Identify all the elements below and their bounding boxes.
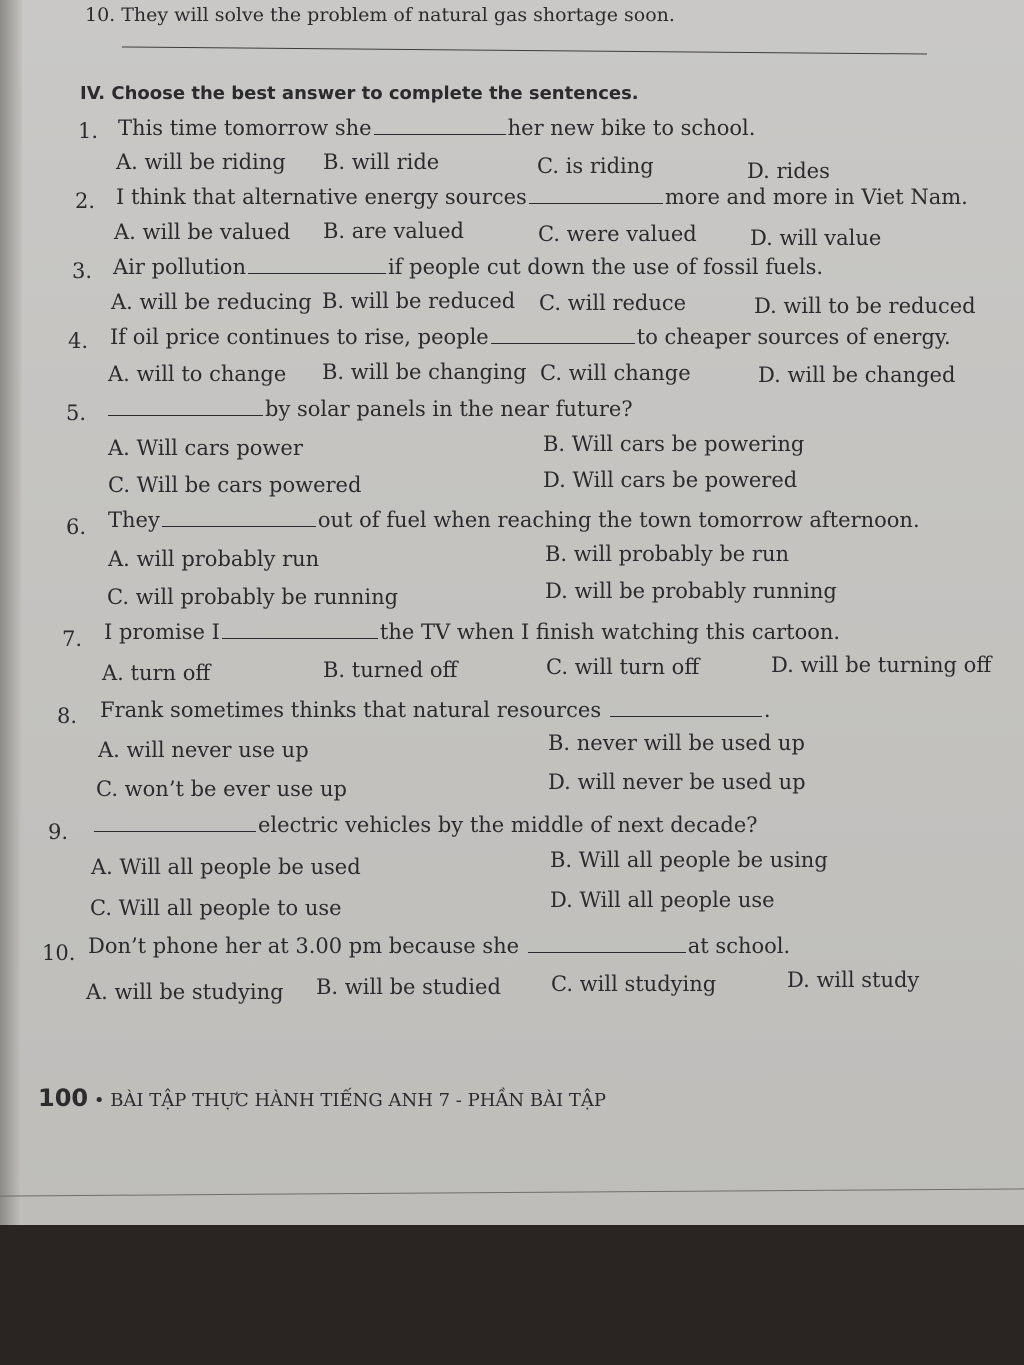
stem-after: out of fuel when reaching the town tomorrow afternoon. (317, 508, 920, 532)
question-stem (104, 620, 840, 644)
question-number: 8. (57, 704, 78, 728)
option-b[interactable]: B. Will all people be using (550, 848, 828, 872)
stem-before: Frank sometimes thinks that natural resources (100, 698, 602, 722)
page-footer (38, 1084, 606, 1112)
option-b[interactable]: B. will ride (323, 150, 440, 174)
option-a[interactable]: A. will be valued (114, 220, 291, 244)
question-stem (100, 698, 771, 722)
option-d[interactable]: D. will be turning off (771, 653, 992, 677)
stem-after: the TV when I finish watching this cartoon. (379, 620, 841, 644)
stem-before: They (108, 508, 160, 532)
answer-blank[interactable] (528, 938, 686, 953)
question-stem (116, 185, 968, 209)
question-number: 3. (72, 259, 93, 283)
option-a[interactable]: A. will to change (108, 362, 287, 386)
question-stem (113, 255, 823, 279)
option-b[interactable]: B. will be reduced (322, 289, 516, 313)
option-d[interactable]: D. Will cars be powered (543, 468, 798, 492)
question-number: 1. (78, 119, 99, 143)
answer-blank[interactable] (108, 401, 263, 416)
option-b[interactable]: B. are valued (323, 219, 464, 243)
section-title: IV. Choose the best answer to complete the sentences. (80, 83, 639, 104)
option-c[interactable]: C. will turn off (546, 655, 700, 679)
option-b[interactable]: B. turned off (323, 658, 458, 682)
question-stem (110, 325, 951, 349)
stem-before: If oil price continues to rise, people (110, 325, 489, 349)
answer-blank[interactable] (491, 329, 635, 344)
question-number: 4. (68, 329, 89, 353)
stem-after: her new bike to school. (507, 116, 756, 140)
stem-after: at school. (687, 934, 791, 958)
option-c[interactable]: C. will change (540, 361, 691, 385)
option-d[interactable]: D. will study (787, 968, 920, 992)
stem-after: if people cut down the use of fossil fuels. (387, 255, 824, 279)
question-number: 2. (75, 189, 96, 213)
option-c[interactable]: C. will studying (551, 972, 717, 996)
answer-blank[interactable] (248, 259, 386, 274)
question-stem (92, 813, 758, 837)
stem-before: This time tomorrow she (118, 116, 372, 140)
option-c[interactable]: C. won’t be ever use up (96, 777, 347, 801)
option-d[interactable]: D. will value (750, 226, 882, 250)
option-b[interactable]: B. never will be used up (548, 731, 805, 755)
question-number: 10. (42, 941, 76, 965)
question-number: 6. (66, 515, 87, 539)
stem-before: I promise I (104, 620, 220, 644)
stem-before: I think that alternative energy sources (116, 185, 527, 209)
answer-blank[interactable] (610, 702, 762, 717)
option-a[interactable]: A. turn off (102, 661, 211, 685)
option-a[interactable]: A. will be riding (116, 150, 286, 174)
question-number: 9. (48, 820, 69, 844)
stem-after: more and more in Viet Nam. (664, 185, 968, 209)
answer-blank[interactable] (162, 512, 316, 527)
option-d[interactable]: D. rides (747, 159, 830, 183)
answer-blank[interactable] (529, 189, 663, 204)
answer-blank[interactable] (374, 120, 506, 135)
option-b[interactable]: B. will be changing (322, 360, 527, 384)
question-number: 5. (66, 401, 87, 425)
previous-exercise-item: 10. They will solve the problem of natural gas shortage soon. (85, 4, 675, 26)
stem-after: electric vehicles by the middle of next decade? (258, 813, 758, 837)
footer-bullet: • (93, 1090, 105, 1111)
answer-blank[interactable] (94, 817, 256, 832)
page-edge-shadow (0, 0, 22, 1225)
stem-after: by solar panels in the near future? (265, 397, 633, 421)
option-c[interactable]: C. is riding (537, 154, 654, 178)
option-a[interactable]: A. Will cars power (108, 436, 303, 460)
question-stem (118, 116, 755, 140)
option-a[interactable]: A. Will all people be used (91, 855, 361, 879)
option-c[interactable]: C. will probably be running (107, 585, 399, 609)
book-title: BÀI TẬP THỰC HÀNH TIẾNG ANH 7 - PHẦN BÀI TẬP (110, 1090, 607, 1111)
option-a[interactable]: A. will be reducing (111, 290, 312, 314)
answer-line (122, 46, 927, 54)
option-a[interactable]: A. will probably run (108, 547, 320, 571)
answer-blank[interactable] (222, 624, 378, 639)
option-b[interactable]: B. will be studied (316, 975, 501, 999)
page-bottom-line (0, 1188, 1024, 1196)
option-d[interactable]: D. Will all people use (550, 888, 775, 912)
option-b[interactable]: B. will probably be run (545, 542, 790, 566)
stem-before: Don’t phone her at 3.00 pm because she (88, 934, 520, 958)
option-c[interactable]: C. Will be cars powered (108, 473, 362, 497)
option-d[interactable]: D. will never be used up (548, 770, 806, 794)
option-d[interactable]: D. will be changed (758, 363, 956, 387)
question-stem (88, 934, 790, 958)
option-c[interactable]: C. Will all people to use (90, 896, 342, 920)
option-d[interactable]: D. will be probably running (545, 579, 837, 603)
question-stem (106, 397, 633, 421)
option-c[interactable]: C. were valued (538, 222, 697, 246)
option-b[interactable]: B. Will cars be powering (543, 432, 805, 456)
stem-after: . (763, 698, 771, 722)
option-a[interactable]: A. will be studying (86, 980, 284, 1004)
stem-after: to cheaper sources of energy. (636, 325, 951, 349)
question-number: 7. (62, 627, 83, 651)
option-a[interactable]: A. will never use up (98, 738, 309, 762)
question-stem (108, 508, 920, 532)
stem-before: Air pollution (113, 255, 246, 279)
page-number: 100 (38, 1084, 89, 1112)
option-c[interactable]: C. will reduce (539, 291, 687, 315)
option-d[interactable]: D. will to be reduced (754, 294, 976, 318)
